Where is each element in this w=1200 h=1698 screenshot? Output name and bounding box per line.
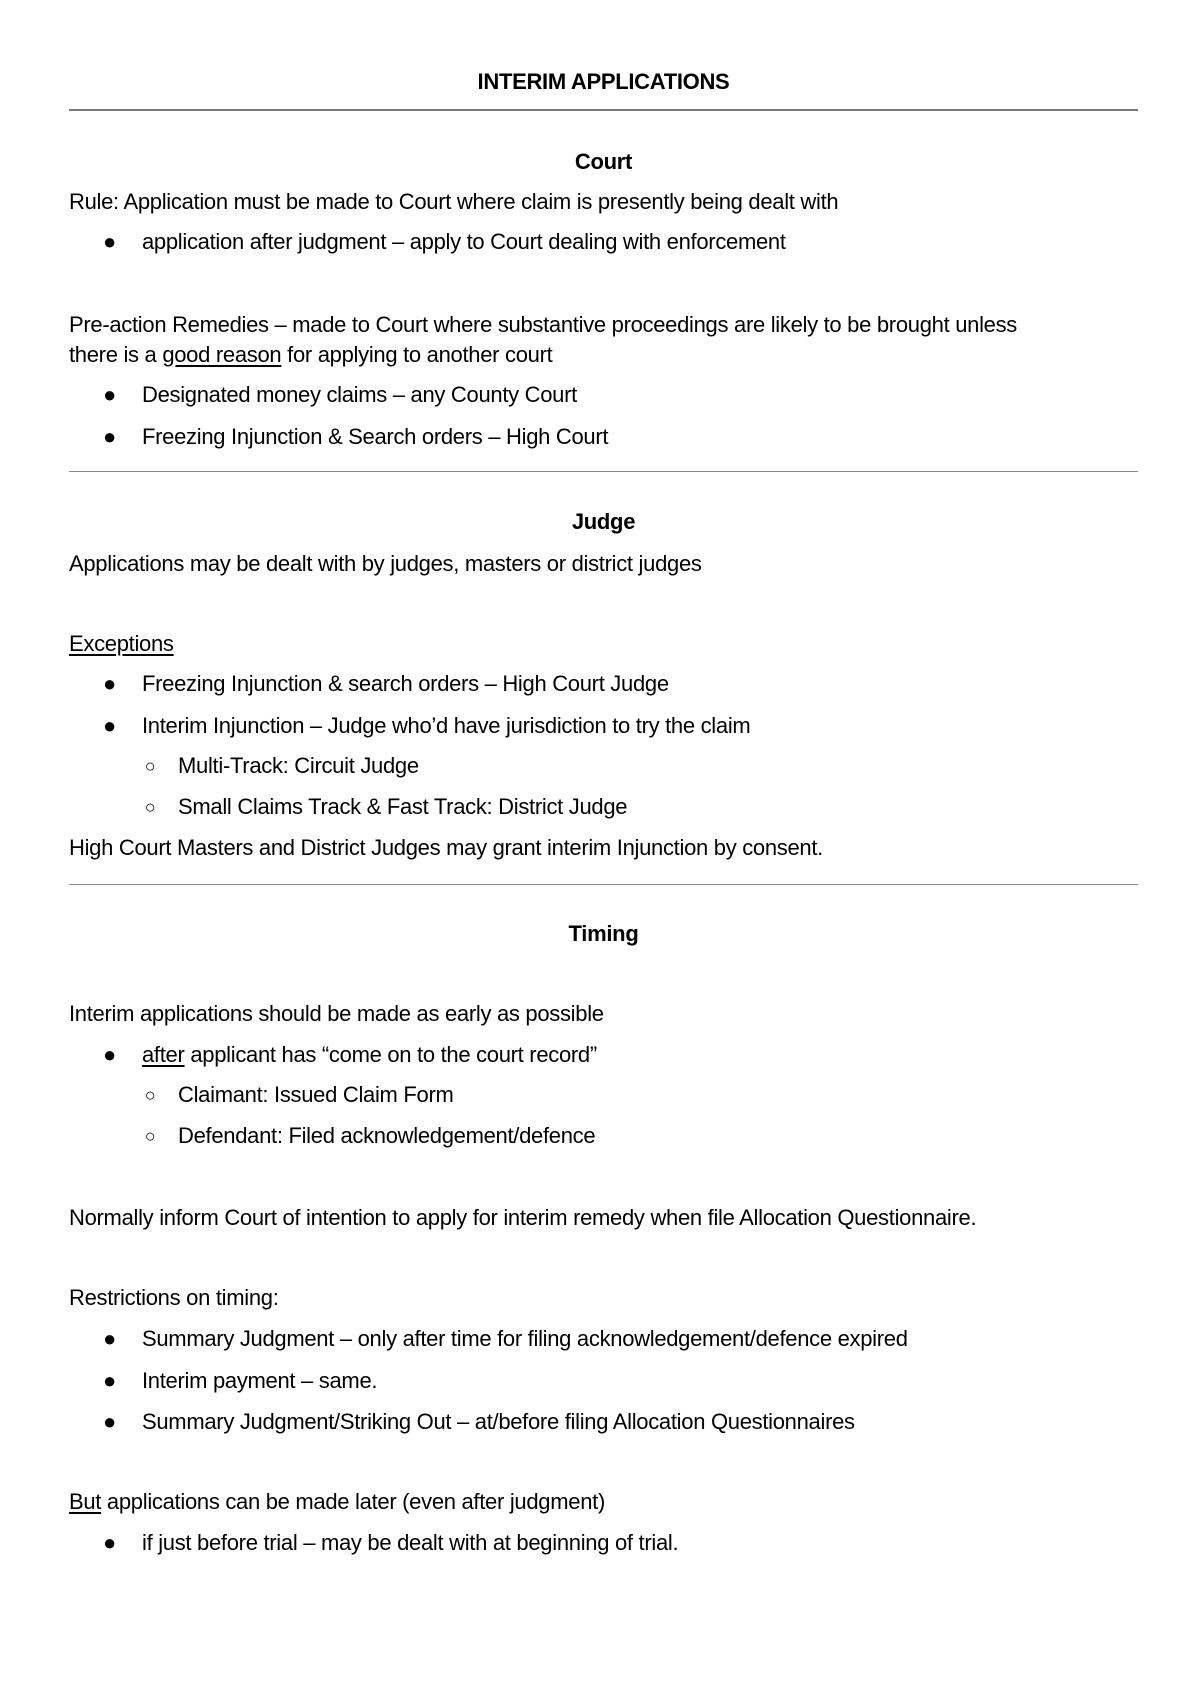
- preaction-text-line2: [69, 341, 552, 369]
- circle-bullet-icon: ○: [144, 1126, 156, 1146]
- good-reason-underlined: good reason: [162, 342, 282, 367]
- but-underlined: But: [69, 1489, 102, 1514]
- list-item-text: Interim payment – same.: [142, 1368, 378, 1393]
- section-heading-timing: Timing: [568, 921, 639, 946]
- list-item-text: application after judgment – apply to Court dealing with enforcement: [142, 229, 786, 254]
- list-item-text: Summary Judgment – only after time for filing acknowledgement/defence expired: [142, 1326, 908, 1351]
- document-page: [69, 0, 1138, 1698]
- bullet-icon: ●: [103, 1530, 116, 1555]
- list-item-text: Interim Injunction – Judge who’d have jurisdiction to try the claim: [142, 713, 751, 738]
- bullet-icon: ●: [103, 229, 116, 254]
- bullet-icon: ●: [103, 1409, 116, 1434]
- section-heading-court: Court: [574, 149, 633, 174]
- list-item-text: Defendant: Filed acknowledgement/defence: [178, 1123, 596, 1148]
- list-item-text: Summary Judgment/Striking Out – at/before filing Allocation Questionnaires: [142, 1409, 855, 1434]
- list-item-text: [142, 1041, 597, 1069]
- list-item-text: if just before trial – may be dealt with at beginning of trial.: [142, 1530, 679, 1555]
- exceptions-label: Exceptions: [69, 631, 174, 656]
- timing-intro-text: Interim applications should be made as early as possible: [69, 1001, 604, 1026]
- section-divider: [69, 471, 1138, 472]
- bullet-icon: ●: [103, 1042, 116, 1067]
- bullet-icon: ●: [103, 671, 116, 696]
- bullet-icon: ●: [103, 1326, 116, 1351]
- document-title: INTERIM APPLICATIONS: [477, 69, 730, 94]
- circle-bullet-icon: ○: [144, 756, 156, 776]
- title-divider: [69, 109, 1138, 111]
- circle-bullet-icon: ○: [144, 1085, 156, 1105]
- after-underlined: after: [142, 1042, 185, 1067]
- list-item-text: Small Claims Track & Fast Track: District Judge: [178, 794, 628, 819]
- but-text: [69, 1488, 605, 1516]
- bullet-icon: ●: [103, 713, 116, 738]
- list-item-text: Designated money claims – any County Court: [142, 382, 577, 407]
- list-item-text: Multi-Track: Circuit Judge: [178, 753, 419, 778]
- list-item-text: Freezing Injunction & Search orders – High Court: [142, 424, 609, 449]
- list-item-text-segment: applicant has “come on to the court record”: [184, 1042, 597, 1067]
- judge-intro-text: Applications may be dealt with by judges, masters or district judges: [69, 551, 702, 576]
- preaction-text-segment: there is a: [69, 342, 163, 367]
- bullet-icon: ●: [103, 1368, 116, 1393]
- preaction-text-line1: Pre-action Remedies – made to Court where substantive proceedings are likely to be brought unless: [69, 312, 1017, 337]
- judge-note-text: High Court Masters and District Judges may grant interim Injunction by consent.: [69, 835, 823, 860]
- section-divider: [69, 884, 1138, 885]
- timing-inform-text: Normally inform Court of intention to apply for interim remedy when file Allocation Questionnaire.: [69, 1205, 977, 1230]
- list-item-text: Claimant: Issued Claim Form: [178, 1082, 454, 1107]
- circle-bullet-icon: ○: [144, 797, 156, 817]
- section-heading-judge: Judge: [571, 509, 636, 534]
- preaction-text-segment: for applying to another court: [281, 342, 553, 367]
- court-rule-text: Rule: Application must be made to Court where claim is presently being dealt with: [69, 189, 839, 214]
- restrictions-label: Restrictions on timing:: [69, 1285, 279, 1310]
- bullet-icon: ●: [103, 424, 116, 449]
- bullet-icon: ●: [103, 382, 116, 407]
- list-item-text: Freezing Injunction & search orders – High Court Judge: [142, 671, 669, 696]
- but-text-segment: applications can be made later (even after judgment): [101, 1489, 605, 1514]
